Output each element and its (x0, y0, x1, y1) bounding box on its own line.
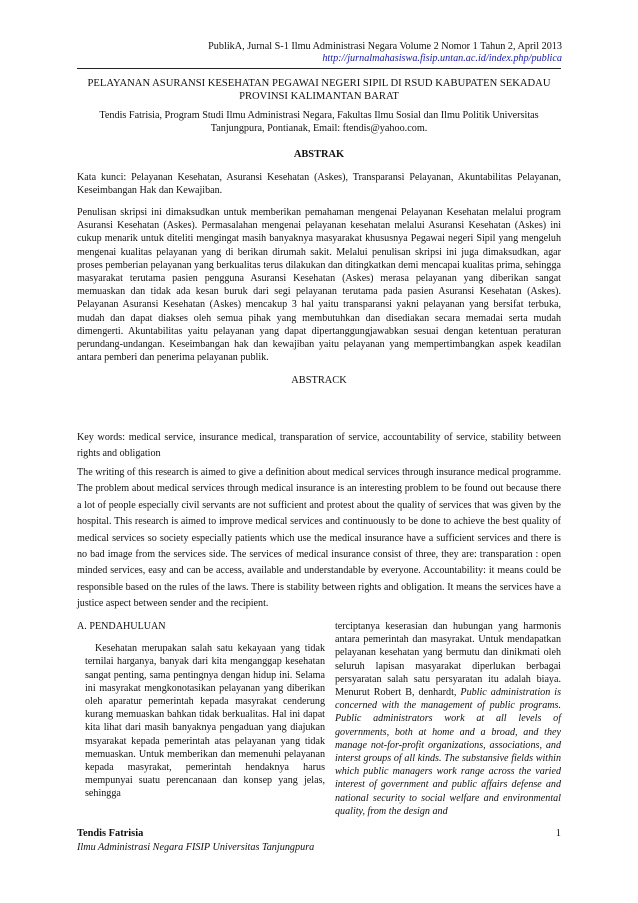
denhardt-quote: Public administration is concerned with the management of public programs. Public administrators work at all levels of governments, both at home and a broad, and they manage not-for-profit organizations, associations, and interst groups of all kinds. The substansive fields within which public managers work range across the varied interest of government and public affairs defense and national security to social welfare and environmental quality, from the design and (335, 687, 561, 817)
header-divider (77, 68, 561, 69)
section-heading-pendahuluan: A. PENDAHULUAN (77, 621, 166, 632)
key-words-en: Key words: medical service, insurance medical, transparation of service, accountability of service, stability between rights and obligation (77, 432, 561, 459)
journal-url-link[interactable]: http://jurnalmahasiswa.fisip.untan.ac.id/index.php/publica (322, 53, 562, 64)
author-affiliation: Tendis Fatrisia, Program Studi Ilmu Administrasi Negara, Fakultas Ilmu Sosial dan Ilmu Politik Universitas Tanjungpura, Pontianak, Email: ftendis@yahoo.com. (99, 110, 539, 134)
footer-institution: Ilmu Administrasi Negara FISIP Universitas Tanjungpura (77, 842, 315, 853)
column-right (335, 620, 561, 818)
column-left (77, 620, 332, 801)
pendahuluan-paragraph-1: Kesehatan merupakan salah satu kekayaan yang tidak ternilai harganya, banyak dari kita menganggap kesehatan sangat penting, sama pentingnya dengan hidup ini. Selama ini masyrakat mengkonotasikan pelayanan yang diberikan oleh aparatur pemerintah kepada masyrakat cenderung kurang memuaskan bahkan tidak berkualitas. Hal ini dapat kita lihat dari masih banyaknya pengaduan yang diajukan msyarakat kepada pemerintah atas pelayanan yang tidak memuaskan. Untuk memberikan dan memenuhi pelayanan kepada masyrakat, pemerintah hendaknya harus mempunyai suatu perencanaan dan konsep yang jelas, sehingga (85, 643, 325, 800)
abstract-en-body: The writing of this research is aimed to give a definition about medical services through insurance medical programme. The problem about medical services through medical insurance is an interesting problem to be found out because there a lot of people especially civil servants are not sufficient and protest about the quality of services that was given by the hospital. This research is aimed to improve medical services and continuously to be done to achieve the best quality of medical services so society especially patients which use the medical insurance have a sufficient services and there is no bad image from the services side. The services of medical insurance consist of three, they are: transparation : open minded services, easy and can be access, available and understandable by everyone. Accountability: it means could be responsible based on the rules of the laws. There is stability between rights and obligation. It means the services have a justice aspect between sender and the recipient. (77, 467, 561, 610)
page-number: 1 (555, 828, 561, 839)
pendahuluan-paragraph-2: terciptanya keserasian dan hubungan yang harmonis antara pemerintah dan masyrakat. Untuk mendapatkan pelayanan kesehatan yang bermutu dan dinikmati oleh seluruh lapisan masyarakat diperlukan berbagai persyaratan salah satu persyaratan itu adalah biaya. Menurut Robert B, denhardt, (335, 621, 561, 699)
abstract-en-heading: ABSTRACK (291, 375, 347, 386)
paper-title: PELAYANAN ASURANSI KESEHATAN PEGAWAI NEGERI SIPIL DI RSUD KABUPATEN SEKADAU PROVINSI KALIMANTAN BARAT (87, 78, 551, 102)
footer-author: Tendis Fatrisia (77, 828, 144, 839)
kata-kunci: Kata kunci: Pelayanan Kesehatan, Asuransi Kesehatan (Askes), Transparansi Pelayanan, Akuntabilitas Pelayanan, Keseimbangan Hak dan Kewajiban. (77, 172, 561, 197)
abstrak-heading: ABSTRAK (293, 149, 345, 160)
journal-header (102, 41, 562, 65)
journal-citation: PublikA, Jurnal S-1 Ilmu Administrasi Negara Volume 2 Nomor 1 Tahun 2, April 2013 (208, 41, 562, 52)
abstrak-body: Penulisan skripsi ini dimaksudkan untuk memberikan pemahaman mengenai Pelayanan Kesehatan melalui program Asuransi Kesehatan (Askes). Permasalahan mengenai pelayanan kesehatan melalui Asuransi Kesehatan (Askes) ini cukup menarik untuk diteliti mengingat masih banyaknya masyarakat khususnya Pegawai negeri Sipil yang mengeluh mengenai kualitas pelayanan yang di berikan dirumah sakit. Melalui penulisan skripsi ini juga dimaksudkan, agar proses pemberian pelayanan yang berkualitas terus dilakukan dan ditingkatkan demi mencapai kualitas prima, sehingga masyarakat terutama pasien pengguna Asuransi Kesehatan (Askes) merasa pelayanan yang diberikan sangat memuaskan dan tidak ada kesan buruk dari segi pelayanan terutama pada pasien Asuransi Kesehatan (Askes). Pelayanan Asuransi Kesehatan (Askes) mencakup 3 hal yaitu transparansi yakni pelayanan yang bersifat terbuka, mudah dan dapat diakses oleh semua pihak yang membutuhkan dan disediakan secara memadai serta mudah dimengerti. Akuntabilitas yaitu pelayanan yang dapat dipertanggungjawabkan sesuai dengan ketentuan peraturan perundang-undangan. Keseimbangan hak dan kewajiban yaitu pelayanan yang mempertimbangkan aspek keadilan antara pemberi dan penerima pelayanan publik. (77, 207, 561, 364)
